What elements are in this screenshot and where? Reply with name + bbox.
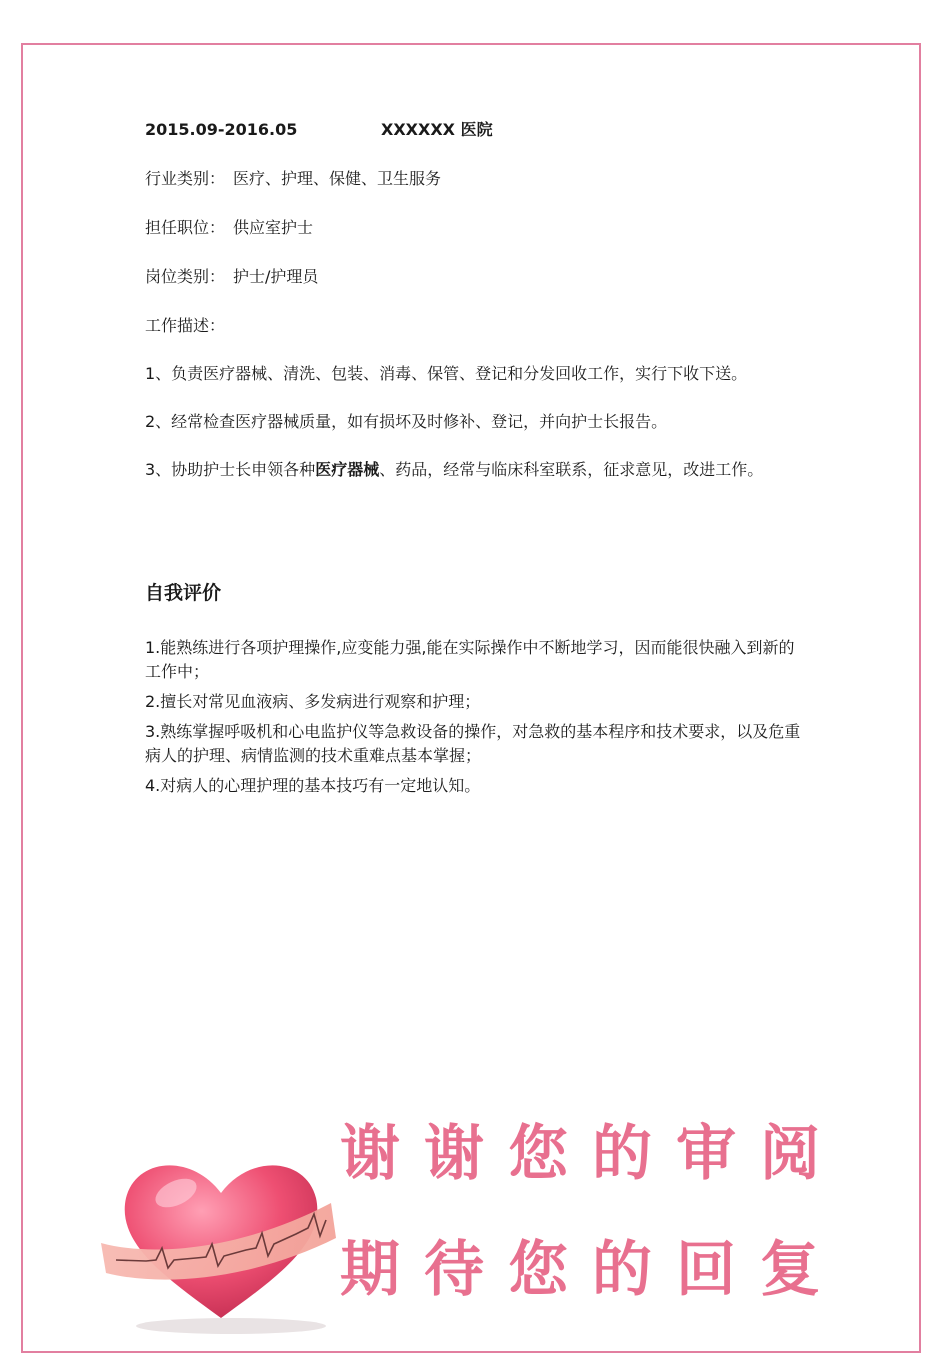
self-eval-item: 1.能熟练进行各项护理操作,应变能力强,能在实际操作中不断地学习，因而能很快融入到新的工作中；: [145, 638, 795, 681]
self-eval-item: 2.擅长对常见血液病、多发病进行观察和护理；: [145, 692, 481, 711]
desc-label: 工作描述：: [145, 316, 226, 335]
desc-item-3-bold: 医疗器械: [315, 460, 380, 479]
desc-item-3-pre: 3、协助护士长申领各种: [145, 460, 316, 479]
desc-item-2: 2、经常检查医疗器械质量，如有损坏及时修补、登记，并向护士长报告。: [145, 412, 668, 431]
industry-row: [145, 166, 441, 189]
desc-item-3-post: 、药品，经常与临床科室联系，征求意见，改进工作。: [379, 460, 764, 479]
closing-await-reply: 期待您的回复: [340, 1235, 844, 1305]
category-row: [145, 264, 318, 287]
position-label: 担任职位：: [145, 218, 226, 237]
self-eval-item: 3.熟练掌握呼吸机和心电监护仪等急救设备的操作，对急救的基本程序和技术要求，以及危重病人的护理、病情监测的技术重难点基本掌握；: [145, 722, 801, 765]
self-eval-list: [145, 636, 810, 804]
self-eval-item: 4.对病人的心理护理的基本技巧有一定地认知。: [145, 776, 481, 795]
category-label: 岗位类别：: [145, 267, 226, 286]
closing-thanks: 谢谢您的审阅: [340, 1119, 844, 1189]
industry-value: 医疗、护理、保健、卫生服务: [233, 169, 442, 188]
position-row: [145, 215, 313, 238]
industry-label: 行业类别：: [145, 169, 226, 188]
heart-ecg-illustration: [96, 1148, 346, 1338]
job-header: [145, 117, 493, 140]
category-value: 护士/护理员: [233, 267, 319, 286]
job-company: XXXXXX 医院: [381, 120, 493, 139]
job-period: 2015.09-2016.05: [145, 120, 298, 139]
self-eval-title: 自我评价: [145, 582, 222, 604]
desc-item-1: 1、负责医疗器械、清洗、包装、消毒、保管、登记和分发回收工作，实行下收下送。: [145, 364, 748, 383]
desc-item-3: [145, 457, 763, 480]
position-value: 供应室护士: [233, 218, 314, 237]
